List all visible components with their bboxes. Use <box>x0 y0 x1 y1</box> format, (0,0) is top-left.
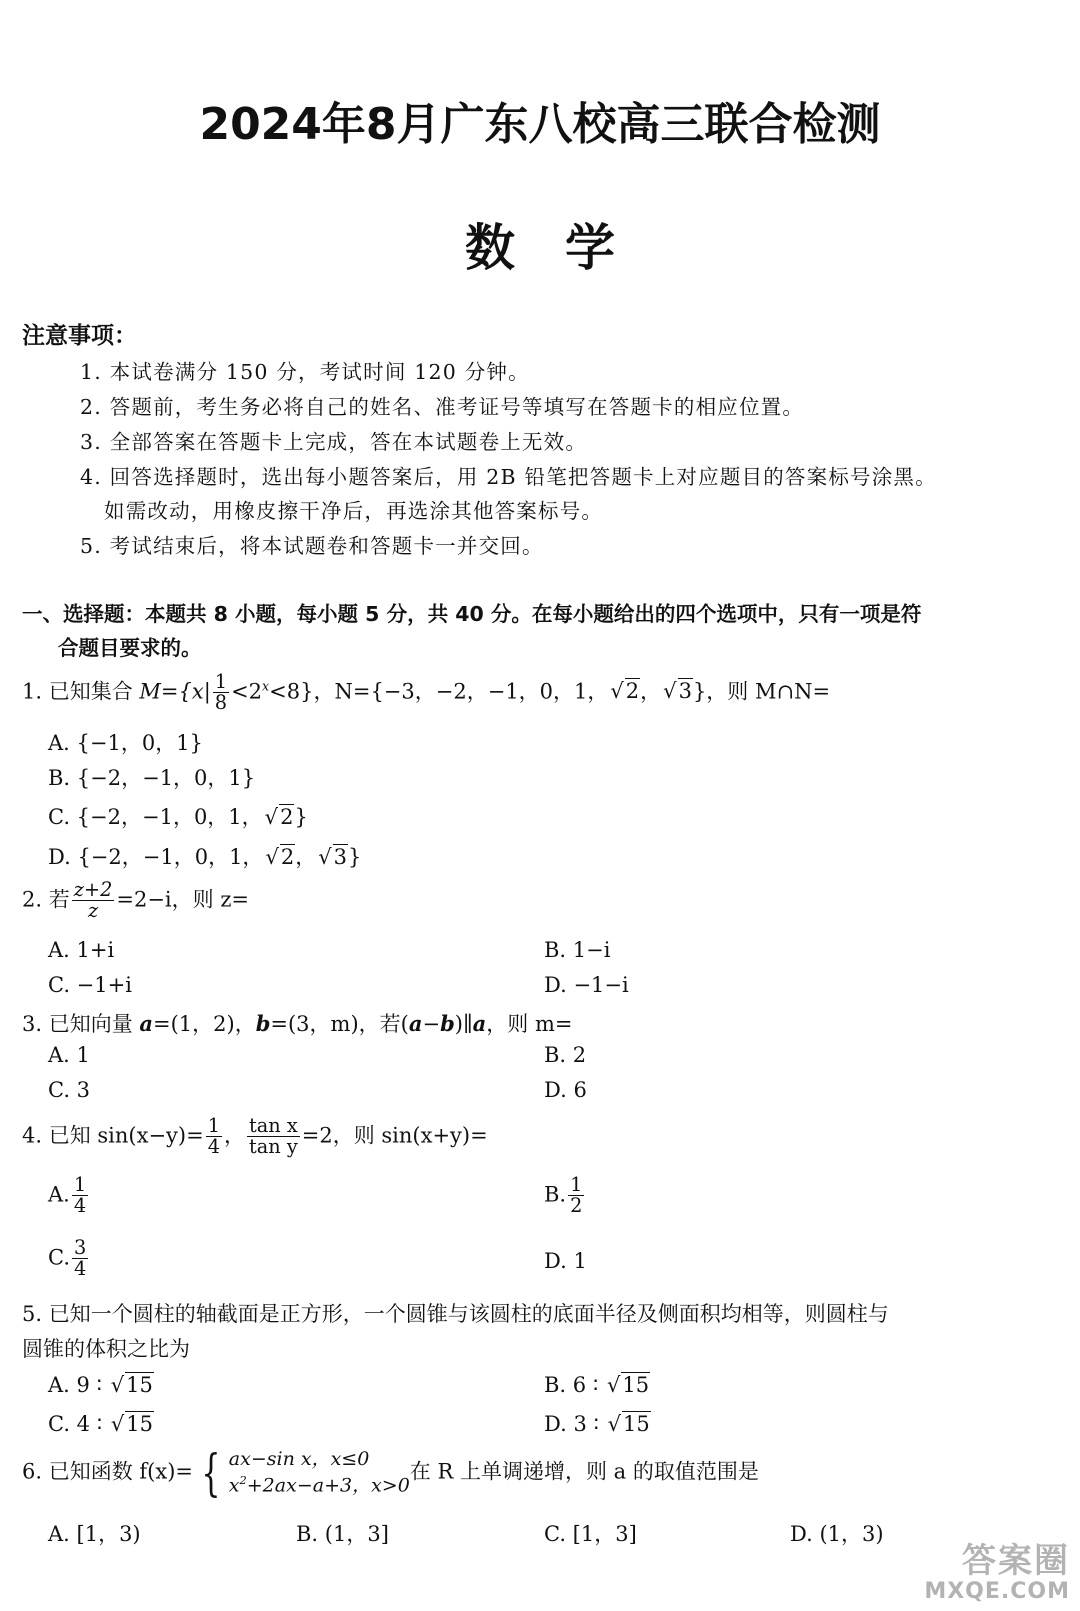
section-heading: 一、选择题：本题共 8 小题，每小题 5 分，共 40 分。在每小题给出的四个选项中，只有一项是符 <box>22 602 922 626</box>
q1-set-n: <8}，N={−3，−2，−1，0，1， <box>269 679 609 704</box>
q1-text: 1. 已知集合 <box>22 679 140 704</box>
note-item: 1. 本试卷满分 150 分，考试时间 120 分钟。 <box>80 360 530 384</box>
q3-post: ，则 m= <box>486 1012 573 1036</box>
q4-option-c <box>48 1238 90 1280</box>
q3-minus: − <box>422 1012 441 1036</box>
q1-d-sqrt3: 3 <box>333 845 347 869</box>
q4-fraction-1 <box>206 1116 222 1158</box>
q2-fraction <box>72 880 115 922</box>
q4-a-frac <box>72 1175 88 1217</box>
q4-c-label: C. <box>48 1245 70 1270</box>
q2-option-a: A. 1+i <box>48 938 115 962</box>
q1-fraction <box>213 672 229 714</box>
q6-option-d: D. (1，3) <box>790 1522 884 1546</box>
q1-c-pre: C. {−2，−1，0，1， <box>48 805 263 829</box>
q4-b-frac <box>568 1175 584 1217</box>
q6-option-c: C. [1，3] <box>544 1522 637 1546</box>
question-5-cont: 圆锥的体积之比为 <box>22 1337 190 1361</box>
watermark-url: MXQE.COM <box>924 1578 1070 1604</box>
q4-c-num: 3 <box>74 1236 87 1259</box>
q4-a-label: A. <box>48 1182 70 1207</box>
note-item: 3. 全部答案在答题卡上完成，答在本试题卷上无效。 <box>80 430 588 454</box>
q5-option-a: A. 9 ∶ √15 <box>48 1373 153 1397</box>
q4-f1-num: 1 <box>207 1114 220 1137</box>
q2-option-b: B. 1−i <box>544 938 611 962</box>
q3-vec-a: a <box>139 1011 153 1036</box>
q1-sqrt3: 3 <box>678 679 692 704</box>
q3-eq1: =(1，2)， <box>153 1012 256 1036</box>
q3-option-b: B. 2 <box>544 1043 587 1067</box>
note-item: 4. 回答选择题时，选出每小题答案后，用 2B 铅笔把答题卡上对应题目的答案标号涂黑。 <box>80 465 937 489</box>
q3-parallel: )∥ <box>454 1012 473 1036</box>
q1-c-sqrt: 2 <box>280 805 294 829</box>
q5-c-sqrt: 15 <box>126 1412 153 1436</box>
q1-set-m: M={x| <box>139 679 211 704</box>
q6-case-2-rest: +2ax−a+3，x>0 <box>246 1473 410 1496</box>
q4-b-den: 2 <box>570 1194 583 1218</box>
q1-ineq: <2 <box>231 679 263 704</box>
q5-d-sqrt: 15 <box>623 1412 650 1436</box>
q3-vec-a3: a <box>472 1011 487 1036</box>
site-watermark <box>924 1541 1070 1604</box>
q3-option-c: C. 3 <box>48 1078 91 1102</box>
notes-heading: 注意事项： <box>22 323 137 349</box>
q4-mid: ， <box>224 1123 245 1148</box>
q4-text: 4. 已知 sin(x−y)= <box>22 1123 204 1148</box>
section-heading-cont: 合题目要求的。 <box>58 636 202 660</box>
q1-c-post: } <box>294 805 308 829</box>
q6-case-2 <box>229 1473 410 1499</box>
q1-frac-num: 1 <box>214 670 228 693</box>
question-5: 5. 已知一个圆柱的轴截面是正方形，一个圆锥与该圆柱的底面半径及侧面积均相等，则圆柱与 <box>22 1302 889 1326</box>
question-1: 1. 已知集合 M={x| $\frac{1}{8}$ $<2^x<8$}，N={−3，−2，−1，0，1，√2，√3}，则 M∩N= <box>22 670 831 715</box>
q6-text: 6. 已知函数 f(x)= <box>22 1459 193 1484</box>
watermark-logo-text: 答案圈 <box>962 1541 1070 1582</box>
q4-option-a <box>48 1175 90 1217</box>
q5-option-d: D. 3 ∶ √15 <box>544 1412 650 1436</box>
q5-a-sqrt: 15 <box>126 1373 153 1397</box>
q1-d-post: } <box>347 845 362 869</box>
q2-post: =2−i，则 z= <box>116 887 249 912</box>
q6-option-a: A. [1，3) <box>48 1522 141 1546</box>
q4-c-frac <box>72 1238 88 1280</box>
q4-a-den: 4 <box>73 1194 87 1218</box>
q6-post: 在 R 上单调递增，则 a 的取值范围是 <box>409 1459 759 1484</box>
q2-frac-num: z+2 <box>73 878 113 901</box>
question-6 <box>22 1443 759 1502</box>
q3-text: 3. 已知向量 <box>22 1012 140 1036</box>
q4-a-num: 1 <box>73 1173 87 1196</box>
q6-piecewise: { ax−sin x，x≤0 $x^2+2ax-a+3$，x>0 <box>201 1443 410 1502</box>
q4-b-label: B. <box>544 1182 567 1207</box>
q6-case-2-x: x <box>228 1473 240 1496</box>
q5-a-label: A. 9 ∶ <box>48 1373 109 1397</box>
exam-title: 2024年8月广东八校高三联合检测 <box>199 99 881 150</box>
q1-comma: ， <box>640 679 662 704</box>
q5-c-label: C. 4 ∶ <box>48 1412 109 1436</box>
q1-d-pre: D. {−2，−1，0，1， <box>48 845 264 869</box>
subject-title: 数 学 <box>465 219 615 277</box>
q1-exp: x <box>262 678 270 694</box>
q4-c-den: 4 <box>74 1257 87 1281</box>
q1-sqrt2: 2 <box>625 679 640 704</box>
q1-post: }，则 M∩N= <box>692 679 831 704</box>
q5-b-sqrt: 15 <box>622 1373 650 1397</box>
q1-option-c: C. {−2，−1，0，1，√2} <box>48 805 308 829</box>
q4-f2-num: tan x <box>249 1114 298 1137</box>
q2-option-c: C. −1+i <box>48 973 132 997</box>
q6-case-1: ax−sin x，x≤0 <box>228 1448 370 1470</box>
q4-b-num: 1 <box>570 1173 583 1196</box>
q2-frac-den: z <box>87 899 99 923</box>
q6-option-b: B. (1，3] <box>296 1522 389 1546</box>
q3-option-d: D. 6 <box>544 1078 587 1102</box>
q2-option-d: D. −1−i <box>544 973 629 997</box>
q1-d-mid: ， <box>295 845 317 869</box>
q1-frac-den: 8 <box>214 691 228 715</box>
q1-option-d: D. {−2，−1，0，1，√2，√3} <box>48 845 362 869</box>
q4-f1-den: 4 <box>207 1135 220 1159</box>
q1-option-a: A. {−1，0，1} <box>48 731 203 755</box>
q5-d-label: D. 3 ∶ <box>544 1412 606 1436</box>
q3-vec-b: b <box>255 1011 271 1036</box>
q4-fraction-2 <box>247 1116 300 1158</box>
q1-option-b: B. {−2，−1，0，1} <box>48 766 256 790</box>
question-3 <box>22 1008 572 1038</box>
q3-eq2: =(3，m)，若( <box>270 1012 409 1036</box>
question-2 <box>22 880 249 922</box>
q5-option-b: B. 6 ∶ √15 <box>544 1373 650 1397</box>
q5-b-label: B. 6 ∶ <box>544 1373 605 1397</box>
q2-text: 2. 若 <box>22 887 70 912</box>
note-item: 如需改动，用橡皮擦干净后，再选涂其他答案标号。 <box>104 499 604 523</box>
q3-vec-b2: b <box>440 1011 455 1036</box>
q3-vec-a2: a <box>408 1011 423 1036</box>
note-item: 2. 答题前，考生务必将自己的姓名、准考证号等填写在答题卡的相应位置。 <box>80 395 805 419</box>
q6-case-2-exp: 2 <box>239 1472 247 1487</box>
q4-post: =2，则 sin(x+y)= <box>301 1123 488 1148</box>
question-4 <box>22 1116 488 1158</box>
q4-f2-den: tan y <box>249 1135 298 1159</box>
note-item: 5. 考试结束后，将本试题卷和答题卡一并交回。 <box>80 534 544 558</box>
q4-option-d: D. 1 <box>544 1249 587 1273</box>
q1-d-sqrt2: 2 <box>280 845 295 869</box>
q3-option-a: A. 1 <box>48 1043 90 1067</box>
q4-option-b <box>544 1175 586 1217</box>
q5-option-c: C. 4 ∶ √15 <box>48 1412 153 1436</box>
